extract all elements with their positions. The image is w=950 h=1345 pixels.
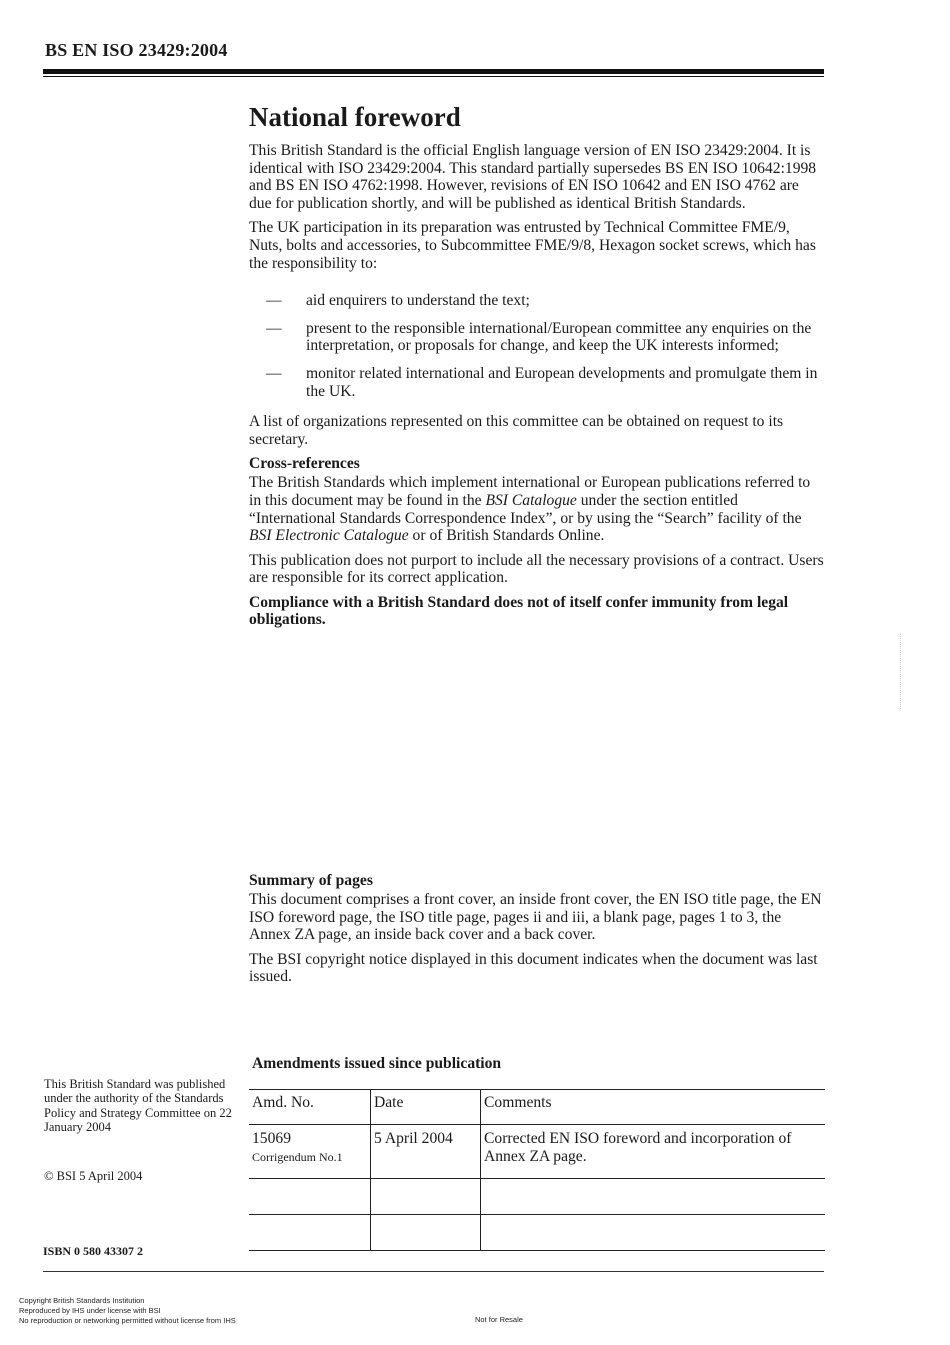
empty-cell: [249, 1215, 371, 1251]
copyright-note: © BSI 5 April 2004: [44, 1169, 143, 1183]
summary-copyright-paragraph: The BSI copyright notice displayed in this document indicates when the document was last issued.: [249, 950, 818, 986]
cross-ref-text-2: under the section entitled “International Standards Correspondence Index”, or by using the “Search” facility of the: [249, 491, 802, 527]
footer-rule: [43, 1271, 824, 1272]
summary-section: [249, 872, 825, 993]
cross-references-paragraph: [249, 474, 825, 544]
participation-paragraph: The UK participation in its preparation was entrusted by Technical Committee FME/9, Nuts, bolts and accessories, to Subcommittee FME/9/8, Hexagon socket screws, which has the responsibility to:: [249, 219, 816, 272]
publication-note: This British Standard was published under the authority of the Standards Policy and Strategy Committee on 22 January 2004: [44, 1077, 232, 1135]
table-row-empty: [249, 1179, 825, 1215]
cross-references-heading: Cross-references: [249, 455, 360, 473]
column-header-comments: Comments: [481, 1090, 826, 1125]
duty-text: aid enquirers to understand the text;: [306, 292, 530, 310]
amendments-title: Amendments issued since publication: [252, 1055, 502, 1072]
comments-cell: Corrected EN ISO foreword and incorporation of Annex ZA page.: [481, 1125, 826, 1179]
corrigendum-label: Corrigendum No.1: [252, 1149, 343, 1164]
amendments-table: [249, 1089, 825, 1251]
compliance-note: Compliance with a British Standard does not of itself confer immunity from legal obligations.: [249, 593, 789, 629]
summary-pages-paragraph: This document comprises a front cover, an inside front cover, the EN ISO title page, the EN ISO foreword page, the ISO title page, pages ii and iii, a blank page, pages 1 to 3, the Annex ZA page, an inside back cover and a back cover.: [249, 891, 822, 944]
table-header-row: [249, 1090, 825, 1125]
list-item: [249, 292, 825, 310]
credit-line: Reproduced by IHS under license with BSI: [19, 1305, 161, 1315]
bsi-catalogue-title: BSI Catalogue: [485, 491, 577, 509]
duty-text: monitor related international and European developments and promulgate them in the UK.: [306, 364, 818, 400]
credit-line: Copyright British Standards Institution: [19, 1296, 145, 1305]
duties-list: [249, 292, 825, 400]
empty-cell: [371, 1215, 481, 1251]
column-header-date: Date: [371, 1090, 481, 1125]
header-rule-thin: [43, 76, 824, 77]
dash-bullet: —: [266, 319, 282, 337]
credit-block: [19, 1296, 236, 1325]
organizations-paragraph: A list of organizations represented on this committee can be obtained on request to its secretary.: [249, 413, 784, 448]
intro-paragraph: This British Standard is the official English language version of EN ISO 23429:2004. It is identical with ISO 23429:2004. This standard partially supersedes BS EN ISO 10642:1998 and BS EN ISO 4762:1998. However, revisions of EN ISO 10642 and EN ISO 4762 are due for publication shortly, and will be published as identical British Standards.: [249, 142, 817, 212]
header-rule-thick: [43, 69, 824, 74]
isbn: ISBN 0 580 43307 2: [43, 1244, 144, 1258]
summary-heading: Summary of pages: [249, 872, 373, 889]
empty-cell: [481, 1179, 826, 1215]
amd-number: 15069: [252, 1130, 291, 1147]
duty-text: present to the responsible international/European committee any enquiries on the interpretation, or proposals for change, and keep the UK interests informed;: [306, 319, 812, 355]
empty-cell: [481, 1215, 826, 1251]
list-item: [249, 365, 825, 400]
cross-ref-text-3: or of British Standards Online.: [408, 527, 605, 545]
dash-bullet: —: [266, 292, 282, 310]
foreword-section: [249, 100, 825, 636]
column-header-amd-no: Amd. No.: [249, 1090, 371, 1125]
empty-cell: [371, 1179, 481, 1215]
table-row-empty: [249, 1215, 825, 1251]
list-item: [249, 320, 825, 355]
bsi-electronic-catalogue-title: BSI Electronic Catalogue: [249, 527, 409, 545]
provisions-paragraph: This publication does not purport to include all the necessary provisions of a contract. Users are responsible for its correct application.: [249, 551, 824, 587]
standard-id: BS EN ISO 23429:2004: [45, 40, 228, 60]
dash-bullet: —: [266, 364, 282, 382]
credit-line: No reproduction or networking permitted without license from IHS: [19, 1315, 236, 1325]
not-for-resale: Not for Resale: [475, 1315, 523, 1324]
page-title: National foreword: [249, 102, 461, 132]
amd-no-cell: [249, 1125, 371, 1179]
margin-mark: [900, 633, 905, 709]
table-row: [249, 1125, 825, 1179]
date-cell: 5 April 2004: [371, 1125, 481, 1179]
cross-ref-text-1: The British Standards which implement international or European publications referred to in this document may be found in the: [249, 474, 811, 509]
empty-cell: [249, 1179, 371, 1215]
